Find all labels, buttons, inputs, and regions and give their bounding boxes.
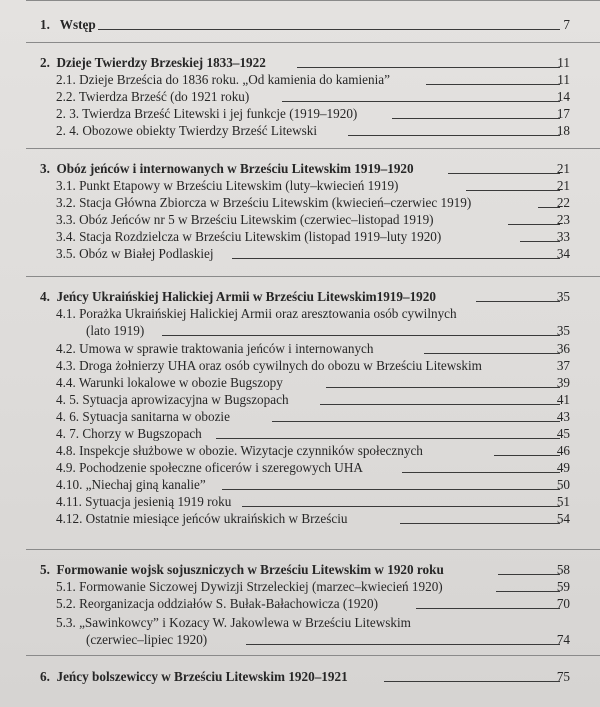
page-number: 74 [556, 632, 570, 647]
dot-leader [520, 241, 560, 242]
section-title: 2.2. Twierdza Brześć (do 1921 roku) [56, 89, 250, 104]
dot-leader [416, 608, 560, 609]
dot-leader [320, 404, 560, 405]
page-number: 46 [556, 443, 570, 458]
chapter-title: 4. Jeńcy Ukraińskiej Halickiej Armii w Brześciu Litewskim1919–1920 [40, 289, 436, 304]
dot-leader [222, 489, 560, 490]
page-number: 39 [556, 375, 570, 390]
page-number: 21 [556, 178, 570, 193]
toc-section[interactable] [0, 614, 600, 648]
dot-leader [98, 29, 560, 30]
page-number: 36 [556, 341, 570, 356]
page-number: 37 [556, 358, 570, 373]
page-number: 35 [556, 289, 570, 304]
section-separator [26, 0, 600, 1]
page-number: 7 [563, 17, 570, 32]
dot-leader [242, 506, 560, 507]
dot-leader [424, 353, 560, 354]
page-number: 11 [557, 72, 570, 87]
chapter-title: 1. Wstęp [40, 17, 96, 32]
page-number: 50 [556, 477, 570, 492]
section-title-continued: (czerwiec–lipiec 1920) [86, 632, 208, 647]
dot-leader [232, 258, 560, 259]
page-number: 43 [556, 409, 570, 424]
section-title: 5.1. Formowanie Siczowej Dywizji Strzeleckiej (marzec–kwiecień 1920) [56, 579, 443, 594]
page-number: 59 [556, 579, 570, 594]
page-number: 54 [556, 511, 570, 526]
page-number: 51 [556, 494, 570, 509]
page-number: 49 [556, 460, 570, 475]
dot-leader [297, 67, 560, 68]
section-title: 5.2. Reorganizacja oddziałów S. Bułak-Bałachowicza (1920) [56, 596, 379, 611]
page-number: 58 [556, 562, 570, 577]
page-number: 70 [556, 596, 570, 611]
dot-leader [326, 387, 560, 388]
dot-leader [348, 135, 560, 136]
section-title: 3.5. Obóz w Białej Podlaskiej [56, 246, 214, 261]
dot-leader [392, 118, 560, 119]
dot-leader [216, 438, 560, 439]
page-number: 34 [556, 246, 570, 261]
chapter-title: 6. Jeńcy bolszewiccy w Brześciu Litewskim 1920–1921 [40, 669, 348, 684]
dot-leader [282, 101, 560, 102]
page-number: 33 [556, 229, 570, 244]
page-number: 14 [556, 89, 570, 104]
section-title-continued: (lato 1919) [86, 323, 145, 338]
dot-leader [476, 301, 560, 302]
dot-leader [508, 224, 560, 225]
section-separator [26, 42, 600, 43]
chapter-title: 3. Obóz jeńców i internowanych w Brześciu Litewskim 1919–1920 [40, 161, 414, 176]
section-separator [26, 655, 600, 656]
page-number: 45 [556, 426, 570, 441]
section-title: 4. 7. Chorzy w Bugszopach [56, 426, 202, 441]
section-title: 4. 6. Sytuacja sanitarna w obozie [56, 409, 230, 424]
section-title: 4.2. Umowa w sprawie traktowania jeńców i internowanych [56, 341, 374, 356]
section-title: 4. 5. Sytuacja aprowizacyjna w Bugszopach [56, 392, 289, 407]
section-title: 4.1. Porażka Ukraińskiej Halickiej Armii oraz aresztowania osób cywilnych [56, 306, 457, 321]
page-number: 75 [556, 669, 570, 684]
section-separator [26, 549, 600, 550]
page-number: 11 [557, 55, 570, 70]
dot-leader [498, 574, 560, 575]
page-number: 22 [556, 195, 570, 210]
dot-leader [246, 644, 560, 645]
section-separator [26, 148, 600, 149]
section-title: 4.3. Droga żołnierzy UHA oraz osób cywilnych do obozu w Brześciu Litewskim [56, 358, 482, 373]
dot-leader [402, 472, 560, 473]
toc-section[interactable] [0, 305, 600, 339]
chapter-title: 5. Formowanie wojsk sojuszniczych w Brześciu Litewskim w 1920 roku [40, 562, 444, 577]
section-title: 4.12. Ostatnie miesiące jeńców ukraińskich w Brześciu [56, 511, 348, 526]
section-title: 4.9. Pochodzenie społeczne oficerów i szeregowych UHA [56, 460, 363, 475]
dot-leader [466, 190, 560, 191]
dot-leader [272, 421, 560, 422]
dot-leader [400, 523, 560, 524]
dot-leader [384, 681, 560, 682]
dot-leader [162, 335, 560, 336]
page-number: 18 [556, 123, 570, 138]
section-title: 2.1. Dzieje Brześcia do 1836 roku. „Od kamienia do kamienia” [56, 72, 390, 87]
section-title: 4.10. „Niechaj giną kanalie” [56, 477, 206, 492]
section-title: 4.4. Warunki lokalowe w obozie Bugszopy [56, 375, 283, 390]
section-title: 3.3. Obóz Jeńców nr 5 w Brześciu Litewskim (czerwiec–listopad 1919) [56, 212, 434, 227]
section-title: 2. 3. Twierdza Brześć Litewski i jej funkcje (1919–1920) [56, 106, 358, 121]
section-title: 2. 4. Obozowe obiekty Twierdzy Brześć Litewski [56, 123, 318, 138]
section-title: 3.2. Stacja Główna Zbiorcza w Brześciu Litewskim (kwiecień–czerwiec 1919) [56, 195, 472, 210]
dot-leader [494, 455, 560, 456]
chapter-title: 2. Dzieje Twierdzy Brzeskiej 1833–1922 [40, 55, 266, 70]
dot-leader [448, 173, 560, 174]
section-title: 4.8. Inspekcje służbowe w obozie. Wizytacje czynników społecznych [56, 443, 423, 458]
dot-leader [496, 591, 560, 592]
section-title: 5.3. „Sawinkowcy” i Kozacy W. Jakowlewa w Brześciu Litewskim [56, 615, 411, 630]
section-separator [26, 276, 600, 277]
page-number: 41 [556, 392, 570, 407]
section-title: 3.4. Stacja Rozdzielcza w Brześciu Litewskim (listopad 1919–luty 1920) [56, 229, 442, 244]
page-number: 17 [556, 106, 570, 121]
section-title: 3.1. Punkt Etapowy w Brześciu Litewskim (luty–kwiecień 1919) [56, 178, 399, 193]
page-number: 23 [556, 212, 570, 227]
dot-leader [426, 84, 560, 85]
page-number: 21 [556, 161, 570, 176]
section-title: 4.11. Sytuacja jesienią 1919 roku [56, 494, 232, 509]
page-number: 35 [556, 323, 570, 338]
